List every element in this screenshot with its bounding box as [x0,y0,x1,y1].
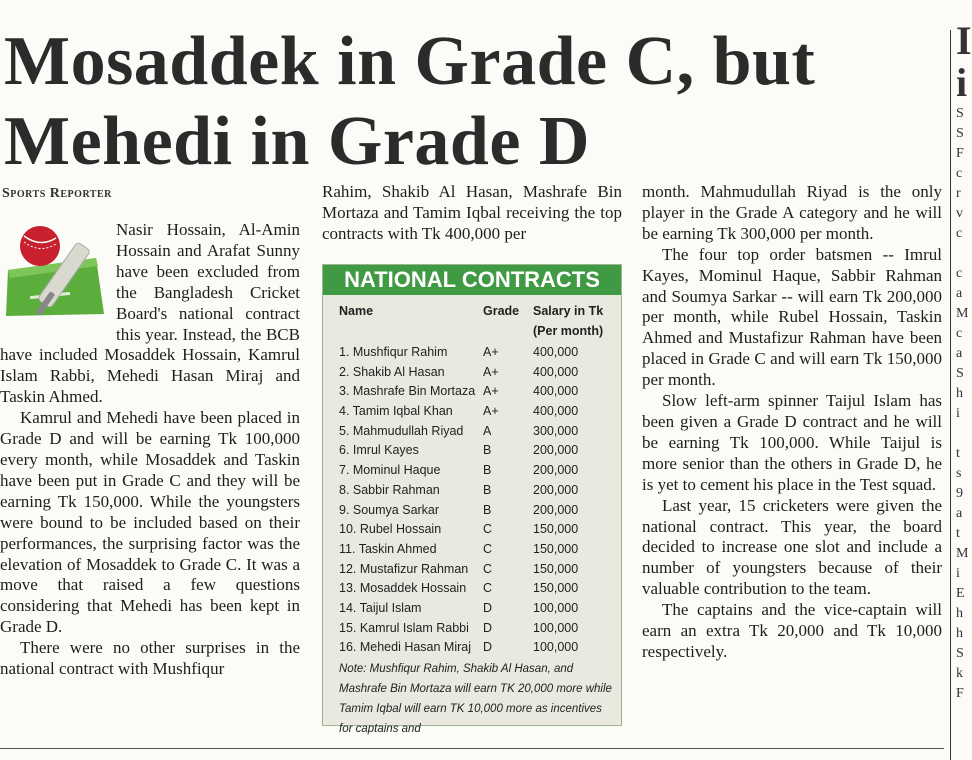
adjacent-article-edge [956,18,972,760]
edge-letter [956,424,968,444]
player-grade: D [483,640,493,655]
cricket-ball-bat-icon [0,220,108,328]
player-grade: B [483,463,492,478]
player-name: 13. Mosaddek Hossain [339,581,467,596]
player-name: 12. Mustafizur Rahman [339,561,469,576]
paragraph: month. Mahmudullah Riyad is the only player in the Grade A category and he will be earning Tk 300,000 per month. [642,182,942,243]
paragraph: The four top order batsmen -- Imrul Kayes, Mominul Haque, Sabbir Rahman and Soumya Sarkar -- will earn Tk 200,000 per month, while Rubel Hossain, Taskin Ahmed and Mustafizur Rahman have been placed in Grade C and will earn Tk 150,000 per month. [642,244,942,390]
edge-letter: M [956,546,969,561]
edge-letter: c [956,326,963,341]
player-grade: A+ [483,364,499,379]
player-name: 14. Taijul Islam [339,600,422,615]
player-salary: 400,000 [533,384,579,399]
table-row [323,481,621,501]
player-salary: 400,000 [533,404,579,419]
player-salary: 200,000 [533,482,579,497]
edge-letter: t [956,446,960,461]
table-row [323,579,621,599]
header-salary: Salary in Tk [533,304,604,318]
player-name: 8. Sabbir Rahman [339,482,440,497]
edge-text [956,124,968,704]
edge-letter: S [956,646,964,661]
edge-letter: h [956,626,963,641]
player-salary: 200,000 [533,463,579,478]
article-column-1 [0,220,300,680]
paragraph: There were no other surprises in the national contract with Mushfiqur [0,638,300,679]
edge-letter: i [956,566,960,581]
edge-letter: F [956,146,964,161]
edge-letter: S [956,366,964,381]
player-salary: 150,000 [533,541,579,556]
player-name: 9. Soumya Sarkar [339,502,440,517]
table-row [323,520,621,540]
edge-letter: s [956,466,962,481]
edge-letter: i [956,406,960,421]
edge-letter: c [956,266,963,281]
table-row [323,441,621,461]
table-row [323,461,621,481]
table-row [323,382,621,402]
edge-letter: 9 [956,486,963,501]
paragraph: The captains and the vice-captain will earn an extra Tk 20,000 and Tk 10,000 respectively. [642,600,942,661]
edge-letter: a [956,346,963,361]
edge-letter: v [956,206,963,221]
player-grade: C [483,561,493,576]
player-name: 3. Mashrafe Bin Mortaza [339,384,476,399]
contracts-note: Note: Mushfiqur Rahim, Shakib Al Hasan, and Mashrafe Bin Mortaza will earn TK 20,000 more while Tamim Iqbal will earn TK 10,000 more as incentives for captains and [339,663,612,735]
edge-letter: S [956,126,964,141]
edge-letter: c [956,166,963,181]
edge-letter: k [956,666,963,681]
player-salary: 400,000 [533,364,579,379]
player-salary: 100,000 [533,600,579,615]
edge-letter: F [956,686,964,701]
player-salary: 200,000 [533,443,579,458]
table-row [323,560,621,580]
edge-letter: a [956,286,963,301]
headline: Mosaddek in Grade C, but Mehedi in Grade D [4,23,816,180]
edge-headline-letter: I [956,18,972,63]
player-name: 7. Mominul Haque [339,463,441,478]
player-name: 11. Taskin Ahmed [339,541,437,556]
paragraph: Rahim, Shakib Al Hasan, Mashrafe Bin Mortaza and Tamim Iqbal receiving the top contracts with Tk 400,000 per [322,182,622,243]
table-row [323,638,621,658]
player-salary: 150,000 [533,581,579,596]
player-name: 10. Rubel Hossain [339,522,442,537]
article-column-2 [322,182,622,245]
edge-letter [956,244,968,264]
player-salary: 300,000 [533,423,579,438]
byline: Sports Reporter [2,186,112,201]
contracts-table-title: NATIONAL CONTRACTS [323,265,621,295]
article-column-3 [642,182,942,663]
player-grade: B [483,502,492,517]
player-salary: 150,000 [533,561,579,576]
table-row [323,343,621,363]
table-row [323,501,621,521]
edge-letter: E [956,586,965,601]
player-grade: A+ [483,384,499,399]
player-grade: A+ [483,404,499,419]
player-grade: A+ [483,345,499,359]
header-name: Name [339,304,374,318]
edge-letter: c [956,226,963,241]
edge-letter: M [956,306,969,321]
player-salary: 100,000 [533,640,579,655]
table-row [323,599,621,619]
edge-letter: h [956,386,963,401]
player-name: 6. Imrul Kayes [339,443,419,458]
player-name: 5. Mahmudullah Riyad [339,423,464,438]
player-salary: 200,000 [533,502,579,517]
player-salary: 150,000 [533,522,579,537]
edge-letter: a [956,506,963,521]
player-salary: 400,000 [533,345,579,359]
player-name: 1. Mushfiqur Rahim [339,345,448,359]
paragraph: Kamrul and Mehedi have been placed in Grade D and will be earning Tk 100,000 every month, while Mosaddek and Taskin have been put in Grade C and they will be earning Tk 150,000. While the youngsters were bound to be included based on their performances, the surprising factor was the elevation of Mosaddek to Grade C. It was a move that raised a few questions considering that Mehedi has been kept in Grade D. [0,408,300,637]
player-name: 15. Kamrul Islam Rabbi [339,620,469,635]
header-grade: Grade [483,304,520,318]
header-salary-period: (Per month) [533,324,604,338]
edge-headline-letter: i [956,60,968,105]
player-name: 2. Shakib Al Hasan [339,364,445,379]
player-grade: A [483,423,492,438]
bottom-rule [0,748,944,749]
edge-letter: h [956,606,963,621]
player-name: 4. Tamim Iqbal Khan [339,404,453,419]
player-grade: D [483,600,493,615]
player-grade: D [483,620,493,635]
column-divider [950,30,951,760]
contracts-table-box [322,264,622,735]
player-grade: B [483,482,492,497]
paragraph: Nasir Hossain, Al-Amin Hossain and Arafat Sunny have been excluded from the Bangladesh Cricket Board's national contract this year. Instead, the BCB have included Mosaddek Hossain, Kamrul Islam Rabbi, Mehedi Hasan Miraj and Taskin Ahmed. [0,220,300,407]
player-grade: C [483,541,493,556]
table-row [323,402,621,422]
edge-letter: r [956,186,961,201]
paragraph: Last year, 15 cricketers were given the national contract. This year, the board decided to increase one slot and include a number of youngsters because of their valuable contribution to the team. [642,495,942,599]
table-row [323,540,621,560]
contracts-table-body [323,343,621,658]
edge-letter: t [956,526,960,541]
player-salary: 100,000 [533,620,579,635]
table-row [323,363,621,383]
edge-byline-letter: S [956,106,964,121]
player-name: 16. Mehedi Hasan Miraj [339,640,472,655]
table-row [323,619,621,639]
player-grade: B [483,443,492,458]
player-grade: C [483,522,493,537]
table-row [323,422,621,442]
paragraph: Slow left-arm spinner Taijul Islam has been given a Grade D contract and he will be earning Tk 100,000. While Taijul is more senior than the others in Grade D, he is yet to cement his place in the Test squad. [642,391,942,494]
player-grade: C [483,581,493,596]
